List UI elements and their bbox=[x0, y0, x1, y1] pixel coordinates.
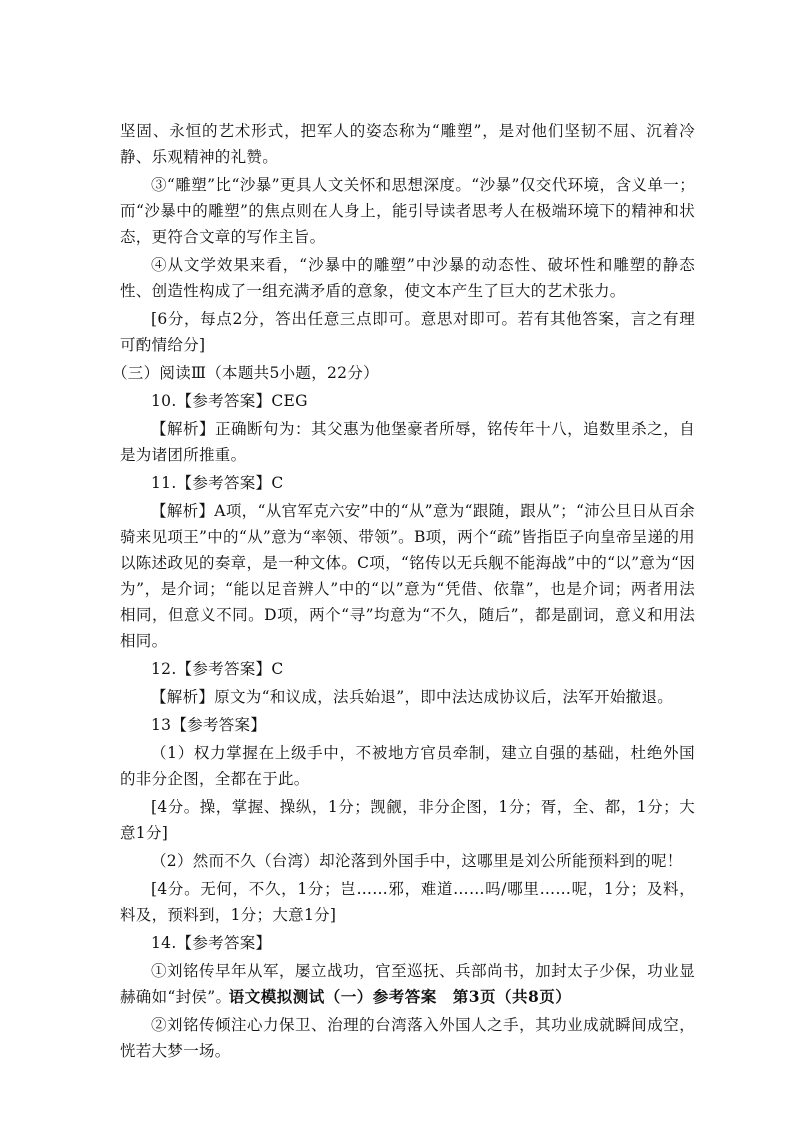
paragraph-point-3: ③“雕塑”比“沙暴”更具人文关怀和思想深度。“沙暴”仅交代环境，含义单一；而“沙暴中的雕塑”的焦点则在人身上，能引导读者思考人在极端环境下的精神和状态，更符合文章的写作主旨。 bbox=[120, 176, 695, 246]
analysis-q10: 【解析】正确断句为：其父惠为他堡豪者所辱，铭传年十八，追数里杀之，自是为诸团所推重。 bbox=[120, 420, 695, 464]
analysis-q11: 【解析】A项，“从官军克六安”中的“从”意为“跟随，跟从”；“沛公旦日从百余骑来见项王”中的“从”意为“率领、带领”。B项，两个“疏”皆指臣子向皇帝呈递的用以陈述政见的奏章，是一种文体。C项，“铭传以无兵舰不能海战”中的“以”意为“因为”，是介词；“能以足音辨人”中的“以”意为“凭借、依靠”，也是介词；两者用法相同，但意义不同。D项，两个“寻”均意为“不久，随后”，都是副词，意义和用法相同。 bbox=[120, 502, 695, 650]
q13-translation-1: （1）权力掌握在上级手中，不被地方官员牵制，建立自强的基础，杜绝外国的非分企图，全都在于此。 bbox=[120, 744, 695, 788]
answer-q10: 10.【参考答案】CEG bbox=[151, 392, 308, 410]
answer-q12: 12.【参考答案】C bbox=[151, 660, 284, 678]
scoring-note-q9: [6分，每点2分，答出任意三点即可。意思对即可。若有其他答案，言之有理可酌情给分] bbox=[120, 310, 695, 354]
section-heading-reading-3: （三）阅读Ⅲ（本题共5小题，22分） bbox=[112, 364, 379, 382]
page-footer: 语文模拟测试（一）参考答案 第3页（共8页） bbox=[228, 987, 572, 1006]
answer-content bbox=[112, 118, 695, 1066]
q14-point-2: ②刘铭传倾注心力保卫、治理的台湾落入外国人之手，其功业成就瞬间成空，恍若大梦一场。 bbox=[120, 1016, 695, 1060]
paragraph-continuation: 坚固、永恒的艺术形式，把军人的姿态称为“雕塑”，是对他们坚韧不屈、沉着冷静、乐观精神的礼赞。 bbox=[120, 122, 695, 166]
q14-point-1: ①刘铭传早年从军，屡立战功，官至巡抚、兵部尚书，加封太子少保，功业显赫确如“封侯”。 bbox=[120, 962, 695, 1006]
analysis-q12: 【解析】原文为“和议成，法兵始退”，即中法达成协议后，法军开始撤退。 bbox=[151, 688, 674, 706]
paragraph-point-4: ④从文学效果来看，“沙暴中的雕塑”中沙暴的动态性、破坏性和雕塑的静态性、创造性构成了一组充满矛盾的意象，使文本产生了巨大的艺术张力。 bbox=[120, 256, 695, 300]
q13-scoring-2: [4分。无何，不久，1分；岂……邪，难道……吗/哪里……呢，1分；及料，料及，预料到，1分；大意1分] bbox=[120, 880, 695, 924]
answer-q11: 11.【参考答案】C bbox=[151, 474, 284, 492]
q13-scoring-1: [4分。操，掌握、操纵，1分；觊觎，非分企图，1分；胥，全、都，1分；大意1分] bbox=[120, 798, 695, 842]
answer-q13: 13【参考答案】 bbox=[151, 716, 267, 734]
answer-q14: 14.【参考答案】 bbox=[151, 934, 272, 952]
q13-translation-2: （2）然而不久（台湾）却沦落到外国手中，这哪里是刘公所能预料到的呢！ bbox=[151, 852, 683, 870]
